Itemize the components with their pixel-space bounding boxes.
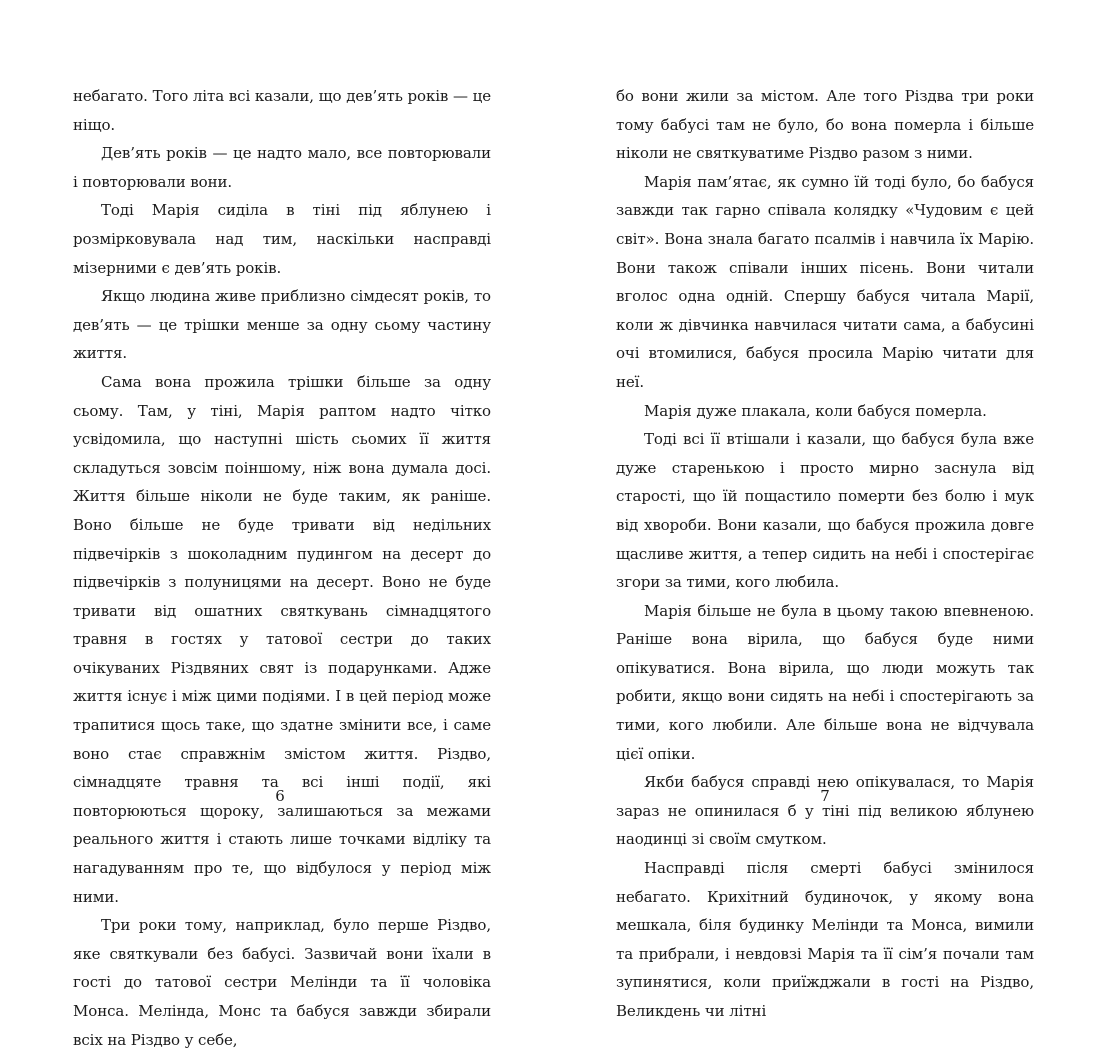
left-page (73, 82, 491, 1054)
right-page (616, 82, 1034, 1026)
paragraph: Три роки тому, наприклад, було перше Різдво, яке святкували без бабусі. Зазвичай вони їхали в гості до татової сестри Мелінди та її чоловіка Монса. Мелінда, Монс та бабуся завжди збирали всіх на Різдво у себе, (73, 916, 491, 1049)
paragraph: Марія більше не була в цьому такою впевненою. Раніше вона вірила, що бабуся буде ними опікуватися. Вона вірила, що люди можуть так робити, якщо вони сидять на небі і спостерігають за тими, кого любили. Але більше вона не відчувала цієї опіки. (616, 601, 1034, 763)
paragraph: Марія дуже плакала, коли бабуся померла. (644, 401, 987, 420)
paragraph: Насправді після смерті бабусі змінилося небагато. Крихітний будиночок, у якому вона мешкала, біля будинку Мелінди та Монса, вимили та прибрали, і невдовзі Марія та її сім’я почали там зупинятися, коли приїжджали в гості на Різдво, Великдень чи літні (616, 859, 1034, 1020)
paragraph: бо вони жили за містом. Але того Різдва три роки тому бабусі там не було, бо вона померла і більше ніколи не святкуватиме Різдво разом з ними. (616, 87, 1034, 163)
paragraph: Тоді Марія сиділа в тіні під яблунею і розмірковувала над тим, наскільки насправді мізерними є дев’ять років. (73, 201, 491, 277)
page-number-left: 6 (275, 787, 285, 805)
paragraph: Дев’ять років — це надто мало, все повторювали і повторювали вони. (73, 144, 491, 191)
page-number-right: 7 (820, 787, 830, 805)
paragraph: небагато. Того літа всі казали, що дев’ять років — це ніщо. (73, 87, 491, 134)
paragraph: Сама вона прожила трішки більше за одну сьому. Там, у тіні, Марія раптом надто чітко усвідомила, що наступні шість сьомих її життя складуться зовсім поіншому, ніж вона думала досі. Життя більше ніколи не буде таким, як раніше. Воно більше не буде тривати від недільних підвечірків з шоколадним пудингом на десерт до підвечірків з полуницями на десерт. Воно не буде тривати від ошатних святкувань сімнадцятого травня в гостях у татової сестри до таких очікуваних Різдвяних свят із подарунками. Адже життя існує і між цими подіями. І в цей період може трапитися щось таке, що здатне змінити все, і саме воно стає справжнім змістом життя. Різдво, сімнадцяте травня та всі інші події, які повторюються щороку, залишаються за межами реального життя і стають лише точками відліку та нагадуванням про те, що відбулося у період між ними. (73, 372, 491, 906)
paragraph: Марія пам’ятає, як сумно їй тоді було, бо бабуся завжди так гарно співала колядку «Чудовим є цей світ». Вона знала багато псалмів і навчила їх Марію. Вони також співали інших пісень. Вони читали вголос одна одній. Спершу бабуся читала Марії, коли ж дівчинка навчилася читати сама, а бабусині очі втомилися, бабуся просила Марію читати для неї. (616, 172, 1034, 391)
paragraph: Якщо людина живе приблизно сімдесят років, то дев’ять — це трішки менше за одну сьому частину життя. (73, 287, 491, 363)
paragraph: Якби бабуся справді нею опікувалася, то Марія зараз не опинилася б у тіні під великою яблунею наодинці зі своїм смутком. (616, 773, 1034, 849)
paragraph: Тоді всі її втішали і казали, що бабуся була вже дуже старенькою і просто мирно заснула від старості, що їй пощастило померти без болю і мук від хвороби. Вони казали, що бабуся прожила довге щасливе життя, а тепер сидить на небі і спостерігає згори за тими, кого любила. (616, 430, 1034, 592)
